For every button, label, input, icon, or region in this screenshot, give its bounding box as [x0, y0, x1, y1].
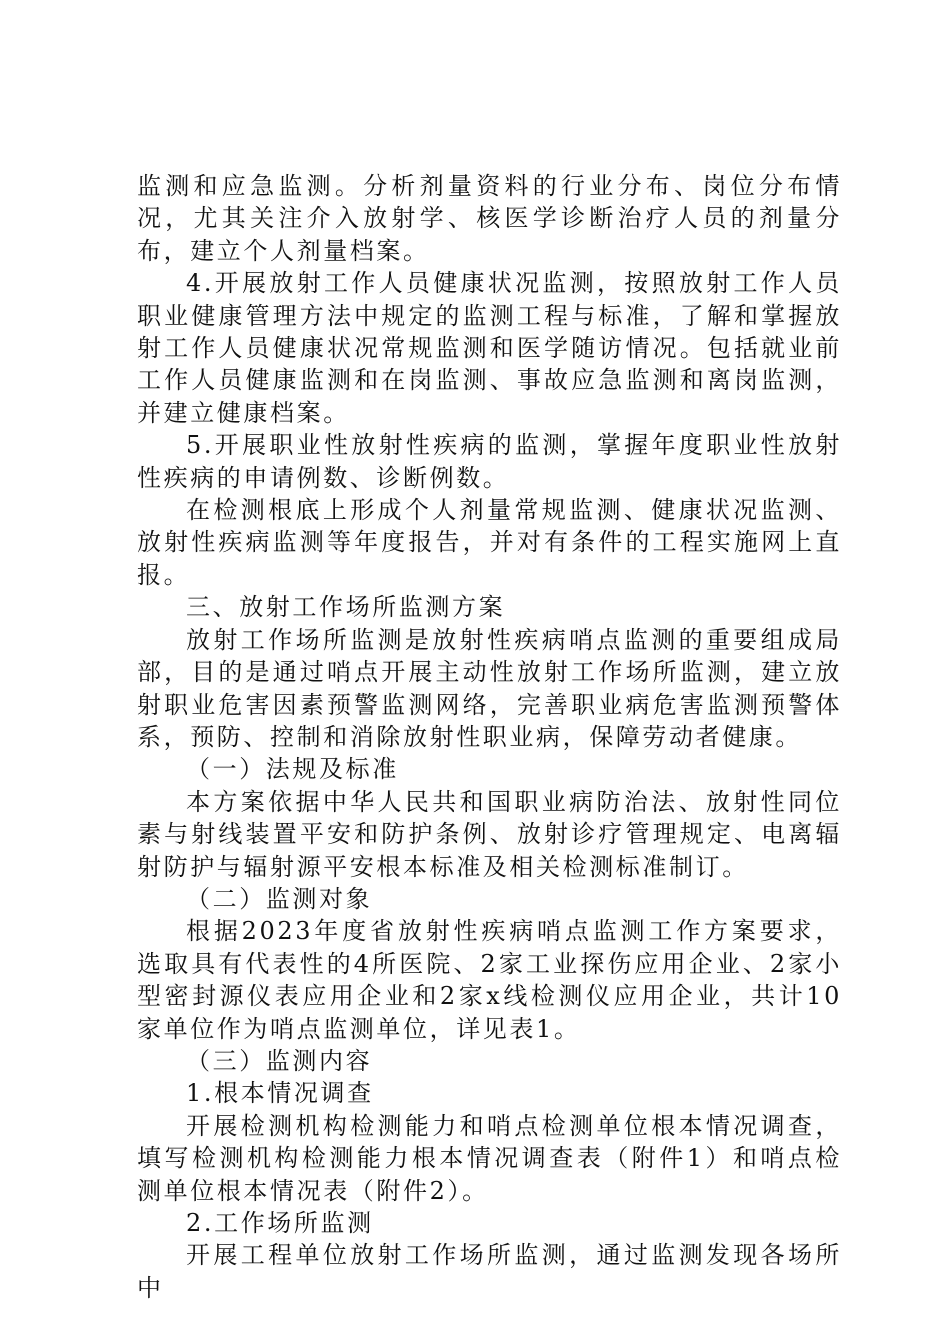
subheading-regulations: （一）法规及标准	[186, 755, 399, 784]
paragraph-regulations: 本方案依据中华人民共和国职业病防治法、放射性同位素与射线装置平安和防护条例、放射诊疗管理规定、电离辐射防护与辐射源平安根本标准及相关检测标准制订。	[137, 787, 842, 881]
item-workplace-monitoring: 2.工作场所监测	[186, 1209, 374, 1237]
section-heading-workplace-plan: 三、放射工作场所监测方案	[186, 593, 506, 622]
paragraph-monitoring-objects: 根据2023年度省放射性疾病哨点监测工作方案要求，选取具有代表性的4所医院、2家工业探伤应用企业、2家小型密封源仪表应用企业和2家x线检测仪应用企业，共计10家单位作为哨点监测单位，详见表1。	[137, 917, 842, 1043]
paragraph-health-monitoring: 4.开展放射工作人员健康状况监测，按照放射工作人员职业健康管理方法中规定的监测工程与标准，了解和掌握放射工作人员健康状况常规监测和医学随访情况。包括就业前工作人员健康监测和在岗监测、事故应急监测和离岗监测，并建立健康档案。	[137, 269, 842, 427]
subheading-monitoring-content: （三）监测内容	[186, 1046, 373, 1075]
paragraph-basic-survey: 开展检测机构检测能力和哨点检测单位根本情况调查，填写检测机构检测能力根本情况调查表（附件1）和哨点检测单位根本情况表（附件2）。	[137, 1111, 842, 1205]
paragraph-disease-monitoring: 5.开展职业性放射性疾病的监测，掌握年度职业性放射性疾病的申请例数、诊断例数。	[137, 431, 842, 492]
subheading-monitoring-objects: （二）监测对象	[186, 884, 373, 913]
paragraph-dose-archive: 监测和应急监测。分析剂量资料的行业分布、岗位分布情况，尤其关注介入放射学、核医学诊断治疗人员的剂量分布，建立个人剂量档案。	[137, 172, 842, 265]
document-body	[137, 170, 842, 1304]
item-basic-survey: 1.根本情况调查	[186, 1079, 374, 1108]
paragraph-workplace-purpose: 放射工作场所监测是放射性疾病哨点监测的重要组成局部，目的是通过哨点开展主动性放射工作场所监测，建立放射职业危害因素预警监测网络，完善职业病危害监测预警体系，预防、控制和消除放射性职业病，保障劳动者健康。	[137, 625, 842, 751]
paragraph-workplace-monitoring: 开展工程单位放射工作场所监测，通过监测发现各场所中	[137, 1241, 842, 1302]
paragraph-annual-report: 在检测根底上形成个人剂量常规监测、健康状况监测、放射性疾病监测等年度报告，并对有条件的工程实施网上直报。	[137, 496, 842, 589]
